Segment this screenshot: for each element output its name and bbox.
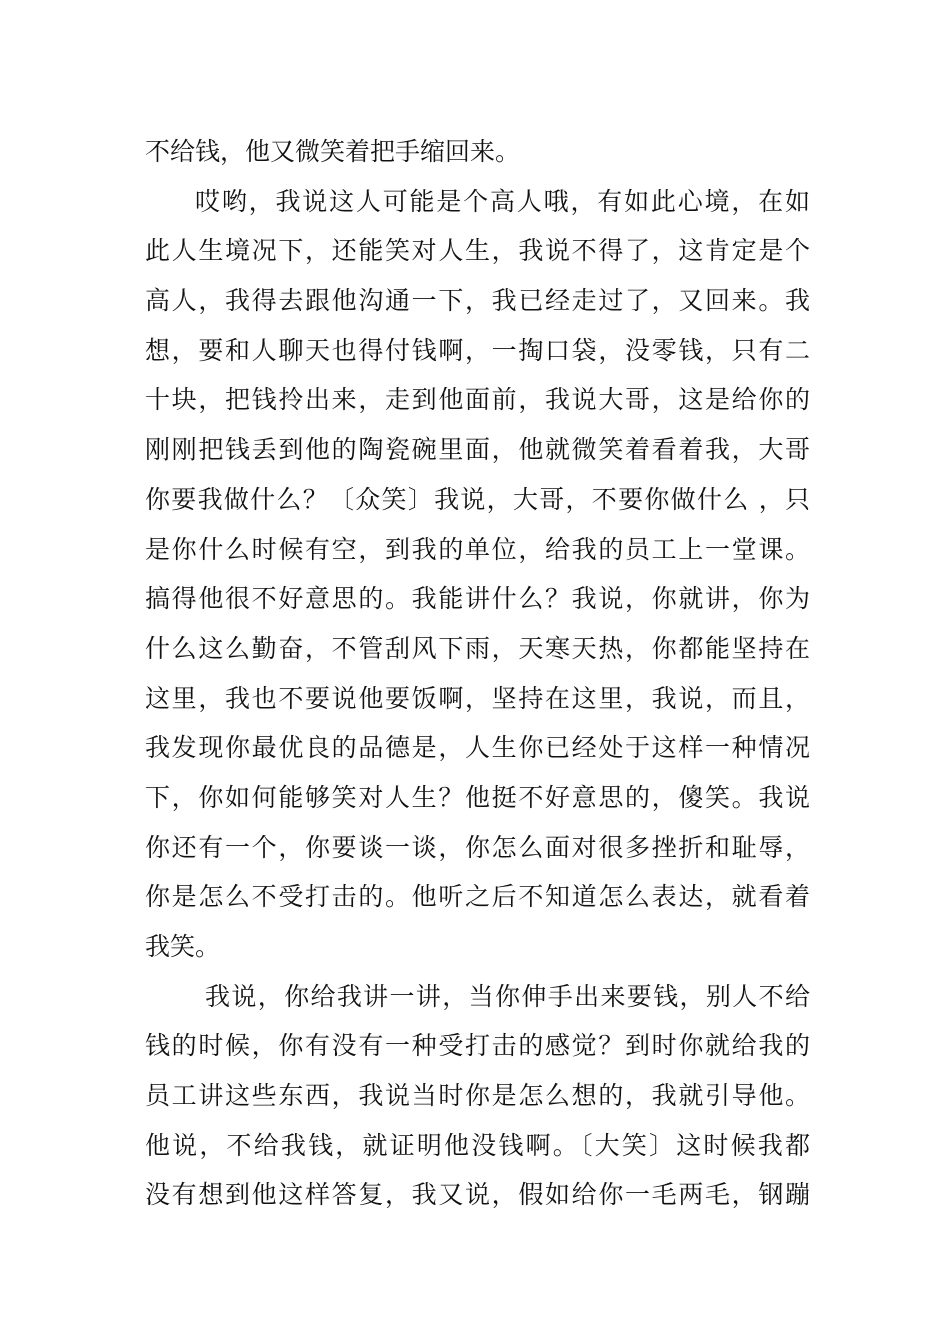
text-line: 是你什么时候有空，到我的单位，给我的员工上一堂课。 (145, 534, 810, 564)
text-line: 员工讲这些东西，我说当时你是怎么想的，我就引导他。 (145, 1081, 810, 1111)
text-line: 你是怎么不受打击的。他听之后不知道怎么表达，就看着 (145, 882, 810, 912)
text-line: 下，你如何能够笑对人生？他挺不好意思的，傻笑。我说 (145, 782, 810, 812)
text-line: 搞得他很不好意思的。我能讲什么？我说，你就讲，你为 (145, 584, 810, 614)
text-line: 你要我做什么？〔众笑〕我说，大哥，不要你做什么 ，只 (145, 484, 810, 514)
text-line: 这里，我也不要说他要饭啊，坚持在这里，我说，而且， (145, 683, 810, 713)
text-line: 没有想到他这样答复，我又说，假如给你一毛两毛，钢蹦 (145, 1180, 810, 1210)
text-line: 我说，你给我讲一讲，当你伸手出来要钱，别人不给 (205, 981, 810, 1011)
text-line: 我笑。 (145, 932, 221, 961)
text-line: 此人生境况下，还能笑对人生，我说不得了，这肯定是个 (145, 236, 810, 266)
text-line: 不给钱，他又微笑着把手缩回来。 (145, 137, 521, 166)
text-line: 我发现你最优良的品德是，人生你已经处于这样一种情况 (145, 733, 810, 763)
text-line: 钱的时候，你有没有一种受打击的感觉？到时你就给我的 (145, 1031, 810, 1061)
text-line: 想，要和人聊天也得付钱啊，一掏口袋，没零钱，只有二 (145, 335, 810, 365)
text-line: 哎哟，我说这人可能是个高人哦，有如此心境，在如 (195, 186, 810, 216)
text-line: 什么这么勤奋，不管刮风下雨，天寒天热，你都能坚持在 (145, 633, 810, 663)
text-line: 刚刚把钱丢到他的陶瓷碗里面，他就微笑着看着我，大哥 (145, 435, 810, 465)
text-line: 十块，把钱拎出来，走到他面前，我说大哥，这是给你的 (145, 385, 810, 415)
body-text (145, 127, 810, 1220)
text-line: 高人，我得去跟他沟通一下，我已经走过了，又回来。我 (145, 286, 810, 316)
text-line: 你还有一个，你要谈一谈，你怎么面对很多挫折和耻辱， (145, 832, 810, 862)
text-line: 他说，不给我钱，就证明他没钱啊。〔大笑〕这时候我都 (145, 1130, 810, 1160)
